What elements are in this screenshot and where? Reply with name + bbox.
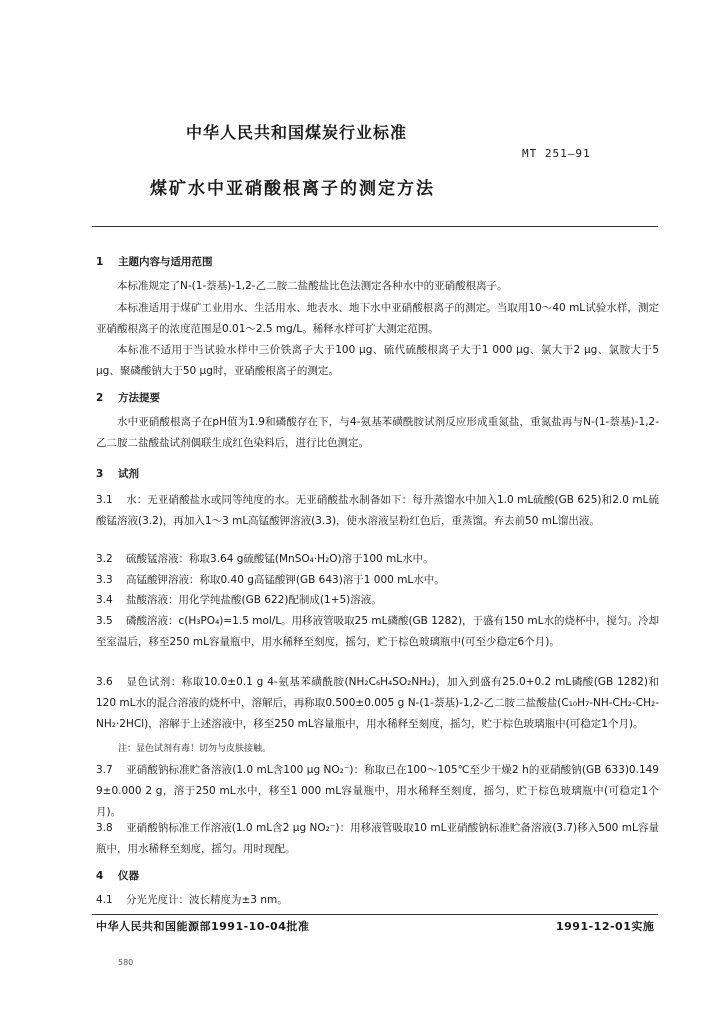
section-title: 仪器: [118, 870, 139, 882]
clause-number: 3.3: [96, 574, 113, 586]
header-divider: [92, 226, 658, 227]
clause-number: 4.1: [96, 894, 113, 906]
standard-number: MT 251—91: [522, 147, 591, 160]
document-title: 煤矿水中亚硝酸根离子的测定方法: [150, 179, 435, 199]
clause-number: 3.6: [96, 676, 113, 688]
clause-3-5: [96, 611, 659, 653]
warning-note: 注：显色试剂有毒！切勿与皮肤接触。: [118, 744, 272, 754]
section-number: 3: [96, 468, 104, 480]
clause-text: 磷酸溶液：c(H₃PO₄)=1.5 mol/L。用移液管吸取25 mL磷酸(GB 1282)，于盛有150 mL水的烧杯中，搅匀。冷却至室温后，移至250 mL容量瓶中，用水稀释至刻度，摇匀，贮于棕色玻璃瓶中(可至少稳定6个月)。: [96, 615, 659, 648]
clause-3-2: [96, 549, 659, 570]
paragraph: 本标准规定了N-(1-萘基)-1,2-乙二胺二盐酸盐比色法测定各种水中的亚硝酸根离子。: [117, 280, 508, 292]
clause-number: 3.4: [96, 594, 113, 606]
section-number: 1: [96, 256, 104, 268]
clause-3-4: [96, 590, 659, 611]
clause-3-6: [96, 672, 659, 735]
footer-divider: [92, 914, 658, 915]
section-title: 主题内容与适用范围: [118, 256, 213, 268]
section-title: 方法提要: [118, 392, 160, 404]
section-title: 试剂: [118, 468, 139, 480]
clause-3-8: [96, 818, 659, 860]
paragraph: 本标准适用于煤矿工业用水、生活用水、地表水、地下水中亚硝酸根离子的测定。当取用10～40 mL试验水样，测定亚硝酸根离子的浓度范围是0.01～2.5 mg/L。稀释水样可扩大测定范围。: [96, 302, 659, 335]
clause-text: 显色试剂：称取10.0±0.1 g 4-氨基苯磺酰胺(NH₂C₆H₄SO₂NH₂)，加入到盛有25.0+0.2 mL磷酸(GB 1282)和120 mL水的混合溶液的烧杯中，溶解后，再称取0.500±0.005 g N-(1-萘基)-1,2-乙二胺二盐酸盐(C₁₀H₇-NH-CH₂-CH₂-NH₂·2HCl)，溶解于上述溶液中，移至250 mL容量瓶中，用水稀释至刻度，摇匀，贮于棕色玻璃瓶中(可稳定1个月)。: [96, 676, 659, 730]
clause-text: 盐酸溶液：用化学纯盐酸(GB 622)配制成(1+5)溶液。: [126, 594, 382, 606]
clause-text: 高锰酸钾溶液：称取0.40 g高锰酸钾(GB 643)溶于1 000 mL水中。: [126, 574, 445, 586]
clause-number: 3.5: [96, 615, 113, 627]
section-number: 2: [96, 392, 104, 404]
clause-number: 3.1: [96, 494, 113, 506]
standard-category-title: 中华人民共和国煤炭行业标准: [186, 123, 408, 142]
section-heading-3: [96, 466, 139, 481]
section-heading-2: [96, 390, 160, 405]
clause-text: 亚硝酸钠标准贮备溶液(1.0 mL含100 μg NO₂⁻)：称取已在100～105℃至少干燥2 h的亚硝酸钠(GB 633)0.149 9±0.000 2 g，溶于250 mL水中，移至1 000 mL容量瓶中，用水稀释至刻度，摇匀，贮于棕色玻璃瓶中(可稳定1个月)。: [96, 764, 659, 818]
clause-4-1: [96, 890, 659, 911]
clause-number: 3.7: [96, 764, 113, 776]
paragraph: 本标准不适用于当试验水样中三价铁离子大于100 μg、硫代硫酸根离子大于1 000 μg、氯大于2 μg、氯胺大于5 μg、聚磷酸钠大于50 μg时，亚硝酸根离子的测定。: [96, 344, 659, 377]
page-number: 580: [118, 958, 134, 967]
clause-text: 分光光度计：波长精度为±3 nm。: [126, 894, 288, 906]
clause-number: 3.8: [96, 822, 113, 834]
clause-text: 亚硝酸钠标准工作溶液(1.0 mL含2 μg NO₂⁻)：用移液管吸取10 mL亚硝酸钠标准贮备溶液(3.7)移入500 mL容量瓶中，用水稀释至刻度，摇匀。用时现配。: [96, 822, 659, 855]
section-number: 4: [96, 870, 104, 882]
paragraph: 水中亚硝酸根离子在pH值为1.9和磷酸存在下，与4-氨基苯磺酰胺试剂反应形成重氮盐，重氮盐再与N-(1-萘基)-1,2-乙二胺二盐酸盐试剂偶联生成红色染料后，进行比色测定。: [96, 416, 659, 449]
clause-text: 水：无亚硝酸盐水或同等纯度的水。无亚硝酸盐水制备如下：每升蒸馏水中加入1.0 mL硫酸(GB 625)和2.0 mL硫酸锰溶液(3.2)，再加入1～3 mL高锰酸钾溶液(3.3)，使水溶液呈粉红色后，重蒸馏。弃去前50 mL馏出液。: [96, 494, 659, 527]
clause-3-1: [96, 490, 659, 532]
clause-text: 硫酸锰溶液：称取3.64 g硫酸锰(MnSO₄·H₂O)溶于100 mL水中。: [126, 553, 434, 565]
clause-3-3: [96, 570, 659, 591]
approval-date: 中华人民共和国能源部1991-10-04批准: [96, 920, 310, 933]
clause-number: 3.2: [96, 553, 113, 565]
section-heading-4: [96, 868, 139, 883]
implementation-date: 1991-12-01实施: [556, 920, 655, 933]
section-heading-1: [96, 254, 213, 269]
clause-3-7: [96, 760, 659, 823]
